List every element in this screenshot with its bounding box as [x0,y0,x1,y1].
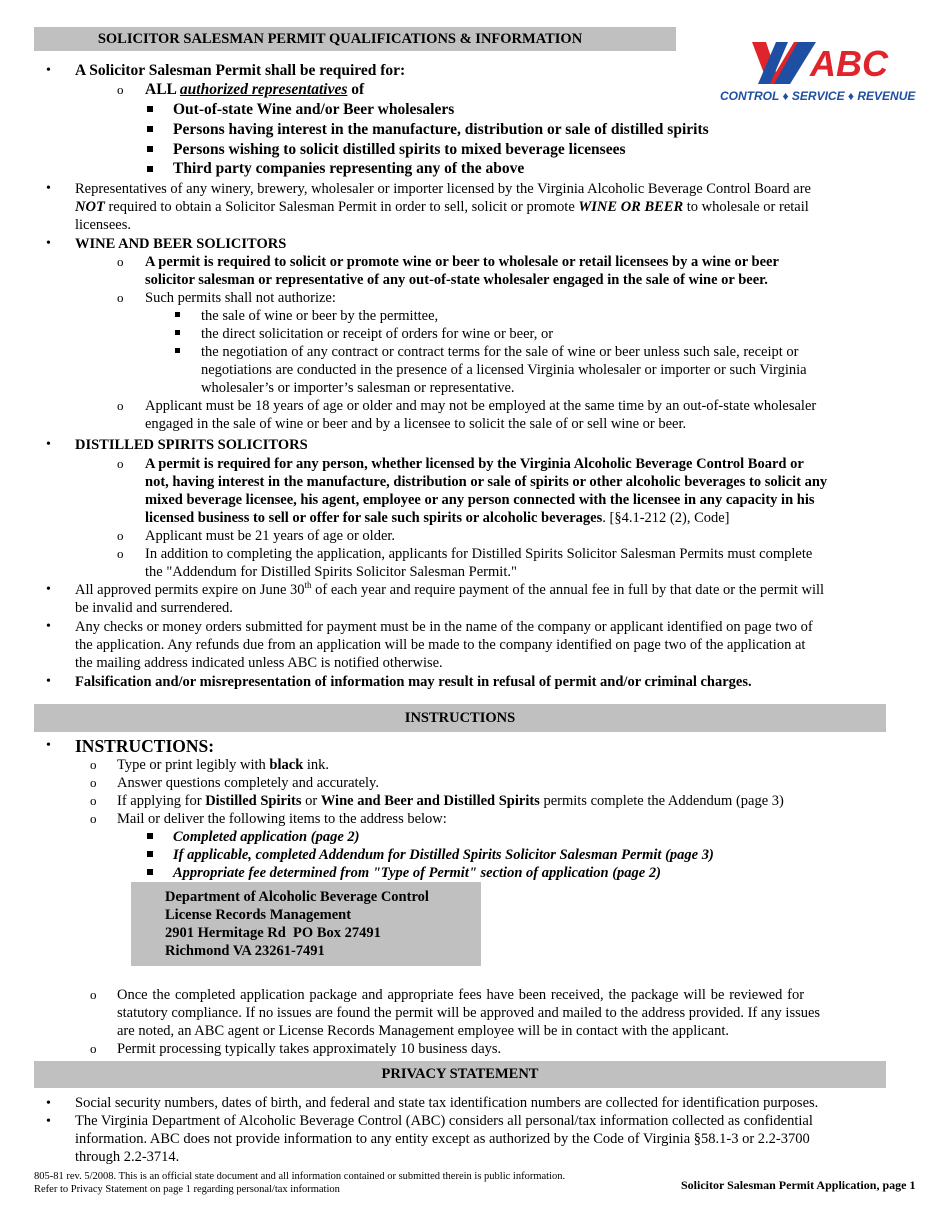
bullet-circle: o [117,290,124,305]
bullet-square [147,833,153,839]
s1-all-prefix: ALL [145,81,180,98]
s2-not: NOT [75,199,105,215]
instructions-bar-title: INSTRUCTIONS [404,710,516,726]
instr-3b: Distilled Spirits [205,793,302,809]
footer-page-label: Solicitor Salesman Permit Application, page 1 [681,1178,916,1192]
s2-line-1: Representatives of any winery, brewery, wholesaler or importer licensed by the Virginia Alcoholic Beverage Control Board are [75,181,811,197]
bullet-square [147,851,153,857]
privacy-bar-title: PRIVACY STATEMENT [381,1066,539,1082]
s5-l1b: of each year and require payment of the annual fee in full by that date or the permit will [311,582,825,598]
instr-item-3 [117,792,784,810]
section-header-instructions [34,704,886,732]
s2-t2: required to obtain a Solicitor Salesman Permit in order to sell, solicit or promote [104,199,579,215]
bullet-circle: o [90,757,97,772]
bullet-square [175,312,180,317]
s3-p1-line-2: solicitor salesman or representative of any out-of-state wholesaler engaged in the sale of wine or beer. [145,272,768,288]
abc-logo-tagline: CONTROL ♦ SERVICE ♦ REVENUE [720,89,916,103]
instr-item-4: Mail or deliver the following items to the address below: [117,811,447,827]
instr-1b: black [269,757,304,773]
s2-wob: WINE OR BEER [578,199,684,215]
privacy-p1: Social security numbers, dates of birth, and federal and state tax identification numbers are collected for identification purposes. [75,1095,819,1111]
bullet-dot: • [46,1114,51,1129]
s4-p2: Applicant must be 21 years of age or older. [145,528,396,544]
footer-left-line-2: Refer to Privacy Statement on page 1 regarding personal/tax information [34,1184,340,1195]
bullet-square [175,348,180,353]
s1-item-2: Persons having interest in the manufacture, distribution or sale of distilled spirits [173,121,709,138]
bullet-circle: o [117,456,124,471]
s5-l1sup: th [304,580,312,591]
address-line-3: 2901 Hermitage Rd PO Box 27491 [165,925,381,941]
s3-heading: WINE AND BEER SOLICITORS [75,236,287,252]
bullet-circle: o [90,811,97,826]
address-line-1: Department of Alcoholic Beverage Control [165,889,429,905]
bullet-dot: • [46,63,51,78]
bullet-dot: • [46,674,51,689]
privacy-p2-line-3: through 2.2-3714. [75,1149,180,1165]
s1-all-link: authorized representatives [179,81,348,98]
s1-all-suffix: of [347,81,365,98]
s4-p1-line-4-bold: licensed business to sell or offer for sale such spirits or alcoholic beverages [145,510,603,526]
instr-3d: Wine and Beer and Distilled Spirits [320,793,540,809]
s3-sub-3-line-3: wholesaler’s or importer’s salesman or representative. [201,380,515,396]
s3-sub-3-line-2: negotiations are conducted in the presence of a licensed Virginia wholesaler or importer or such Virginia [201,362,807,378]
s5-line-2: be invalid and surrendered. [75,600,233,616]
s3-sub-2: the direct solicitation or receipt of orders for wine or beer, or [201,326,554,342]
s1-all [145,81,364,99]
bullet-circle: o [90,1041,97,1056]
s3-p2: Such permits shall not authorize: [145,290,336,306]
bullet-circle: o [117,398,124,413]
bullet-square [147,869,153,875]
s4-p1-line-4-code: . [§4.1-212 (2), Code] [602,510,730,526]
instr-item-6: Permit processing typically takes approximately 10 business days. [117,1041,502,1057]
s4-p1-line-4 [145,509,730,527]
bullet-circle: o [90,775,97,790]
privacy-p2-line-2: information. ABC does not provide information to any entity except as authorized by the Code of Virginia §58.1-3 or 2.2-3700 [75,1131,810,1147]
abc-logo [718,38,918,106]
privacy-p2-line-1: The Virginia Department of Alcoholic Beverage Control (ABC) considers all personal/tax information collected as confidential [75,1113,813,1129]
s2-line-3: licensees. [75,217,131,233]
instr-heading: INSTRUCTIONS: [75,736,215,756]
bullet-dot: • [46,619,51,634]
bullet-dot: • [46,738,51,753]
instr-item-2: Answer questions completely and accurately. [117,775,379,791]
instr-3c: or [301,793,321,809]
bullet-dot: • [46,236,51,251]
s1-item-4: Third party companies representing any of the above [173,160,525,177]
bullet-circle: o [90,793,97,808]
address-line-4: Richmond VA 23261-7491 [165,943,325,959]
bullet-dot: • [46,437,51,452]
s7-warning: Falsification and/or misrepresentation of information may result in refusal of permit and/or criminal charges. [75,674,752,690]
s3-p3-line-1: Applicant must be 18 years of age or older and may not be employed at the same time by an out-of-state wholesaler [145,398,817,414]
bullet-circle: o [117,546,124,561]
s6-line-2: the application. Any refunds due from an application will be made to the company identified on page two of the application at [75,637,806,653]
mail-item-2: If applicable, completed Addendum for Distilled Spirits Solicitor Salesman Permit (page 3) [173,847,714,863]
instr-item-5-line-2: statutory compliance. If no issues are found the permit will be approved and mailed to the address provided. If any issues [117,1005,821,1021]
s2-line-2 [75,198,809,216]
section-header-privacy [34,1061,886,1088]
s6-line-1: Any checks or money orders submitted for payment must be in the name of the company or applicant identified on page two of [75,619,813,635]
s2-t3: to wholesale or retail [683,199,809,215]
s4-p1-line-1: A permit is required for any person, whether licensed by the Virginia Alcoholic Beverage Control Board or [145,456,804,472]
footer-left-line-1: 805-81 rev. 5/2008. This is an official state document and all information contained or submitted therein is public information. [34,1171,566,1182]
s5-line-1 [75,581,824,599]
s4-p1-line-3: mixed beverage licensee, his agent, employee or any person connected with the licensee in any capacity in his [145,492,815,508]
mail-item-3: Appropriate fee determined from "Type of Permit" section of application (page 2) [173,865,661,881]
instr-item-5-line-1: Once the completed application package and appropriate fees have been received, the package will be reviewed for [117,987,805,1003]
bullet-dot: • [46,181,51,196]
s3-sub-3-line-1: the negotiation of any contract or contract terms for the sale of wine or beer unless such sale, receipt or [201,344,799,360]
instr-1c: ink. [303,757,330,773]
s6-line-3: the mailing address indicated unless ABC is notified otherwise. [75,655,443,671]
bullet-square [147,166,153,172]
mail-item-1: Completed application (page 2) [173,829,360,845]
bullet-square [175,330,180,335]
instr-1a: Type or print legibly with [117,757,270,773]
bullet-dot: • [46,1096,51,1111]
s4-p3-line-1: In addition to completing the application, applicants for Distilled Spirits Solicitor Salesman Permits must complete [145,546,813,562]
bullet-square [147,146,153,152]
bullet-circle: o [90,987,97,1002]
bullet-circle: o [117,528,124,543]
bullet-circle: o [117,254,124,269]
s3-p3-line-2: engaged in the sale of wine or beer and by a licensee to solicit the sale of or sell wine or beer. [145,416,687,432]
instr-3a: If applying for [117,793,206,809]
s1-item-3: Persons wishing to solicit distilled spirits to mixed beverage licensees [173,141,626,158]
s3-sub-1: the sale of wine or beer by the permittee, [201,308,439,324]
bullet-circle: o [117,82,124,97]
s4-p3-line-2: the "Addendum for Distilled Spirits Solicitor Salesman Permit." [145,564,517,580]
header-title: SOLICITOR SALESMAN PERMIT QUALIFICATIONS & INFORMATION [97,31,583,47]
abc-logo-letters: ABC [810,43,888,84]
section-header-qualifications [34,27,676,51]
s5-l1a: All approved permits expire on June 30 [75,582,305,598]
s3-p1-line-1: A permit is required to solicit or promote wine or beer to wholesale or retail licensees by a wine or beer [145,254,779,270]
instr-3e: permits complete the Addendum (page 3) [539,793,784,809]
bullet-square [147,106,153,112]
instr-item-1 [117,756,329,774]
address-line-2: License Records Management [165,907,352,923]
mailing-address-box [131,882,481,966]
instr-item-5-line-3: are noted, an ABC agent or License Records Management employee will be in contact with the applicant. [117,1023,730,1039]
s1-item-1: Out-of-state Wine and/or Beer wholesalers [173,101,455,118]
bullet-dot: • [46,582,51,597]
bullet-square [147,126,153,132]
s1-lead: A Solicitor Salesman Permit shall be required for: [75,62,406,79]
s4-p1-line-2: not, having interest in the manufacture, distribution or sale of spirits or other alcoholic beverages to solicit any [145,474,828,490]
s4-heading: DISTILLED SPIRITS SOLICITORS [75,437,308,453]
